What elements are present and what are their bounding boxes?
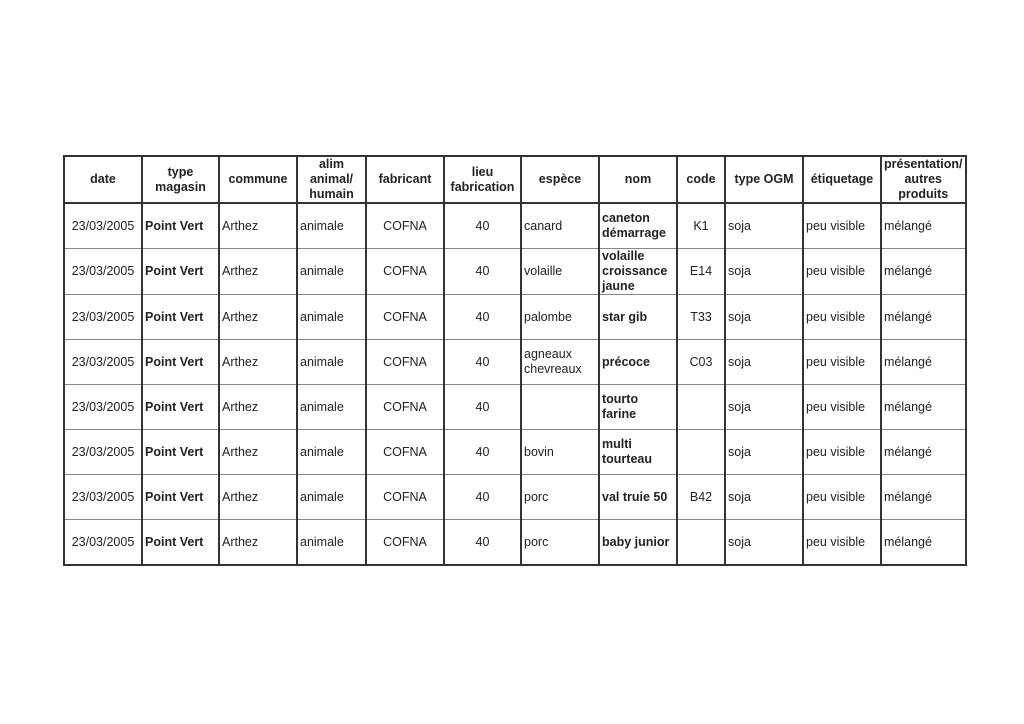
cell-fabricant: COFNA xyxy=(366,520,444,566)
cell-etiquetage: peu visible xyxy=(803,249,881,295)
cell-type-magasin: Point Vert xyxy=(142,340,219,385)
header-alim: alim animal/ humain xyxy=(297,156,366,203)
cell-code: T33 xyxy=(677,295,725,340)
cell-commune: Arthez xyxy=(219,203,297,249)
cell-etiquetage: peu visible xyxy=(803,475,881,520)
table-row xyxy=(64,340,966,385)
cell-code xyxy=(677,430,725,475)
table-row xyxy=(64,520,966,566)
cell-commune: Arthez xyxy=(219,295,297,340)
cell-alim: animale xyxy=(297,430,366,475)
header-fabricant: fabricant xyxy=(366,156,444,203)
cell-presentation: mélangé xyxy=(881,385,966,430)
cell-commune: Arthez xyxy=(219,475,297,520)
cell-nom: caneton démarrage xyxy=(599,203,677,249)
cell-type-magasin: Point Vert xyxy=(142,520,219,566)
cell-nom: star gib xyxy=(599,295,677,340)
header-espece: espèce xyxy=(521,156,599,203)
cell-alim: animale xyxy=(297,295,366,340)
cell-type-ogm: soja xyxy=(725,430,803,475)
cell-espece xyxy=(521,385,599,430)
cell-date: 23/03/2005 xyxy=(64,249,142,295)
cell-type-magasin: Point Vert xyxy=(142,249,219,295)
cell-espece: volaille xyxy=(521,249,599,295)
cell-type-ogm: soja xyxy=(725,520,803,566)
cell-etiquetage: peu visible xyxy=(803,385,881,430)
cell-presentation: mélangé xyxy=(881,295,966,340)
cell-lieu-fabrication: 40 xyxy=(444,520,521,566)
cell-date: 23/03/2005 xyxy=(64,203,142,249)
cell-date: 23/03/2005 xyxy=(64,430,142,475)
table-row xyxy=(64,385,966,430)
cell-etiquetage: peu visible xyxy=(803,520,881,566)
cell-etiquetage: peu visible xyxy=(803,203,881,249)
header-lieu-fabrication: lieu fabrication xyxy=(444,156,521,203)
header-nom: nom xyxy=(599,156,677,203)
header-etiquetage: étiquetage xyxy=(803,156,881,203)
cell-lieu-fabrication: 40 xyxy=(444,385,521,430)
header-date: date xyxy=(64,156,142,203)
cell-lieu-fabrication: 40 xyxy=(444,203,521,249)
cell-espece: porc xyxy=(521,520,599,566)
cell-lieu-fabrication: 40 xyxy=(444,249,521,295)
cell-nom: tourto farine xyxy=(599,385,677,430)
cell-fabricant: COFNA xyxy=(366,249,444,295)
cell-alim: animale xyxy=(297,203,366,249)
cell-type-ogm: soja xyxy=(725,340,803,385)
cell-espece: palombe xyxy=(521,295,599,340)
cell-alim: animale xyxy=(297,520,366,566)
cell-date: 23/03/2005 xyxy=(64,295,142,340)
cell-presentation: mélangé xyxy=(881,249,966,295)
cell-commune: Arthez xyxy=(219,430,297,475)
cell-type-ogm: soja xyxy=(725,475,803,520)
header-presentation: présentation/ autres produits xyxy=(881,156,966,203)
cell-alim: animale xyxy=(297,475,366,520)
cell-presentation: mélangé xyxy=(881,520,966,566)
cell-fabricant: COFNA xyxy=(366,203,444,249)
cell-presentation: mélangé xyxy=(881,340,966,385)
cell-commune: Arthez xyxy=(219,249,297,295)
cell-type-ogm: soja xyxy=(725,295,803,340)
cell-alim: animale xyxy=(297,340,366,385)
cell-date: 23/03/2005 xyxy=(64,385,142,430)
cell-presentation: mélangé xyxy=(881,430,966,475)
cell-espece: porc xyxy=(521,475,599,520)
cell-fabricant: COFNA xyxy=(366,340,444,385)
table-row xyxy=(64,475,966,520)
cell-type-magasin: Point Vert xyxy=(142,475,219,520)
table-row xyxy=(64,249,966,295)
cell-espece: bovin xyxy=(521,430,599,475)
cell-nom: multi tourteau xyxy=(599,430,677,475)
cell-type-magasin: Point Vert xyxy=(142,385,219,430)
cell-type-magasin: Point Vert xyxy=(142,295,219,340)
cell-commune: Arthez xyxy=(219,340,297,385)
header-type-magasin: type magasin xyxy=(142,156,219,203)
cell-nom: volaille croissance jaune xyxy=(599,249,677,295)
cell-espece: canard xyxy=(521,203,599,249)
cell-presentation: mélangé xyxy=(881,203,966,249)
cell-commune: Arthez xyxy=(219,520,297,566)
cell-lieu-fabrication: 40 xyxy=(444,340,521,385)
cell-commune: Arthez xyxy=(219,385,297,430)
cell-fabricant: COFNA xyxy=(366,295,444,340)
cell-code: C03 xyxy=(677,340,725,385)
cell-date: 23/03/2005 xyxy=(64,475,142,520)
cell-type-magasin: Point Vert xyxy=(142,430,219,475)
header-commune: commune xyxy=(219,156,297,203)
table-header xyxy=(64,156,966,203)
header-row xyxy=(64,156,966,203)
cell-type-ogm: soja xyxy=(725,385,803,430)
cell-type-ogm: soja xyxy=(725,249,803,295)
cell-type-magasin: Point Vert xyxy=(142,203,219,249)
cell-alim: animale xyxy=(297,385,366,430)
table-body xyxy=(64,203,966,565)
cell-lieu-fabrication: 40 xyxy=(444,430,521,475)
cell-lieu-fabrication: 40 xyxy=(444,475,521,520)
cell-code: E14 xyxy=(677,249,725,295)
cell-date: 23/03/2005 xyxy=(64,340,142,385)
header-type-ogm: type OGM xyxy=(725,156,803,203)
cell-presentation: mélangé xyxy=(881,475,966,520)
cell-lieu-fabrication: 40 xyxy=(444,295,521,340)
cell-nom: précoce xyxy=(599,340,677,385)
cell-code: K1 xyxy=(677,203,725,249)
table-row xyxy=(64,295,966,340)
cell-nom: baby junior xyxy=(599,520,677,566)
cell-code xyxy=(677,520,725,566)
cell-code xyxy=(677,385,725,430)
header-code: code xyxy=(677,156,725,203)
cell-fabricant: COFNA xyxy=(366,475,444,520)
cell-etiquetage: peu visible xyxy=(803,340,881,385)
cell-alim: animale xyxy=(297,249,366,295)
table-row xyxy=(64,430,966,475)
cell-date: 23/03/2005 xyxy=(64,520,142,566)
cell-code: B42 xyxy=(677,475,725,520)
cell-espece: agneaux chevreaux xyxy=(521,340,599,385)
cell-type-ogm: soja xyxy=(725,203,803,249)
cell-fabricant: COFNA xyxy=(366,385,444,430)
cell-nom: val truie 50 xyxy=(599,475,677,520)
products-table xyxy=(63,155,967,566)
cell-etiquetage: peu visible xyxy=(803,430,881,475)
cell-etiquetage: peu visible xyxy=(803,295,881,340)
table-row xyxy=(64,203,966,249)
cell-fabricant: COFNA xyxy=(366,430,444,475)
